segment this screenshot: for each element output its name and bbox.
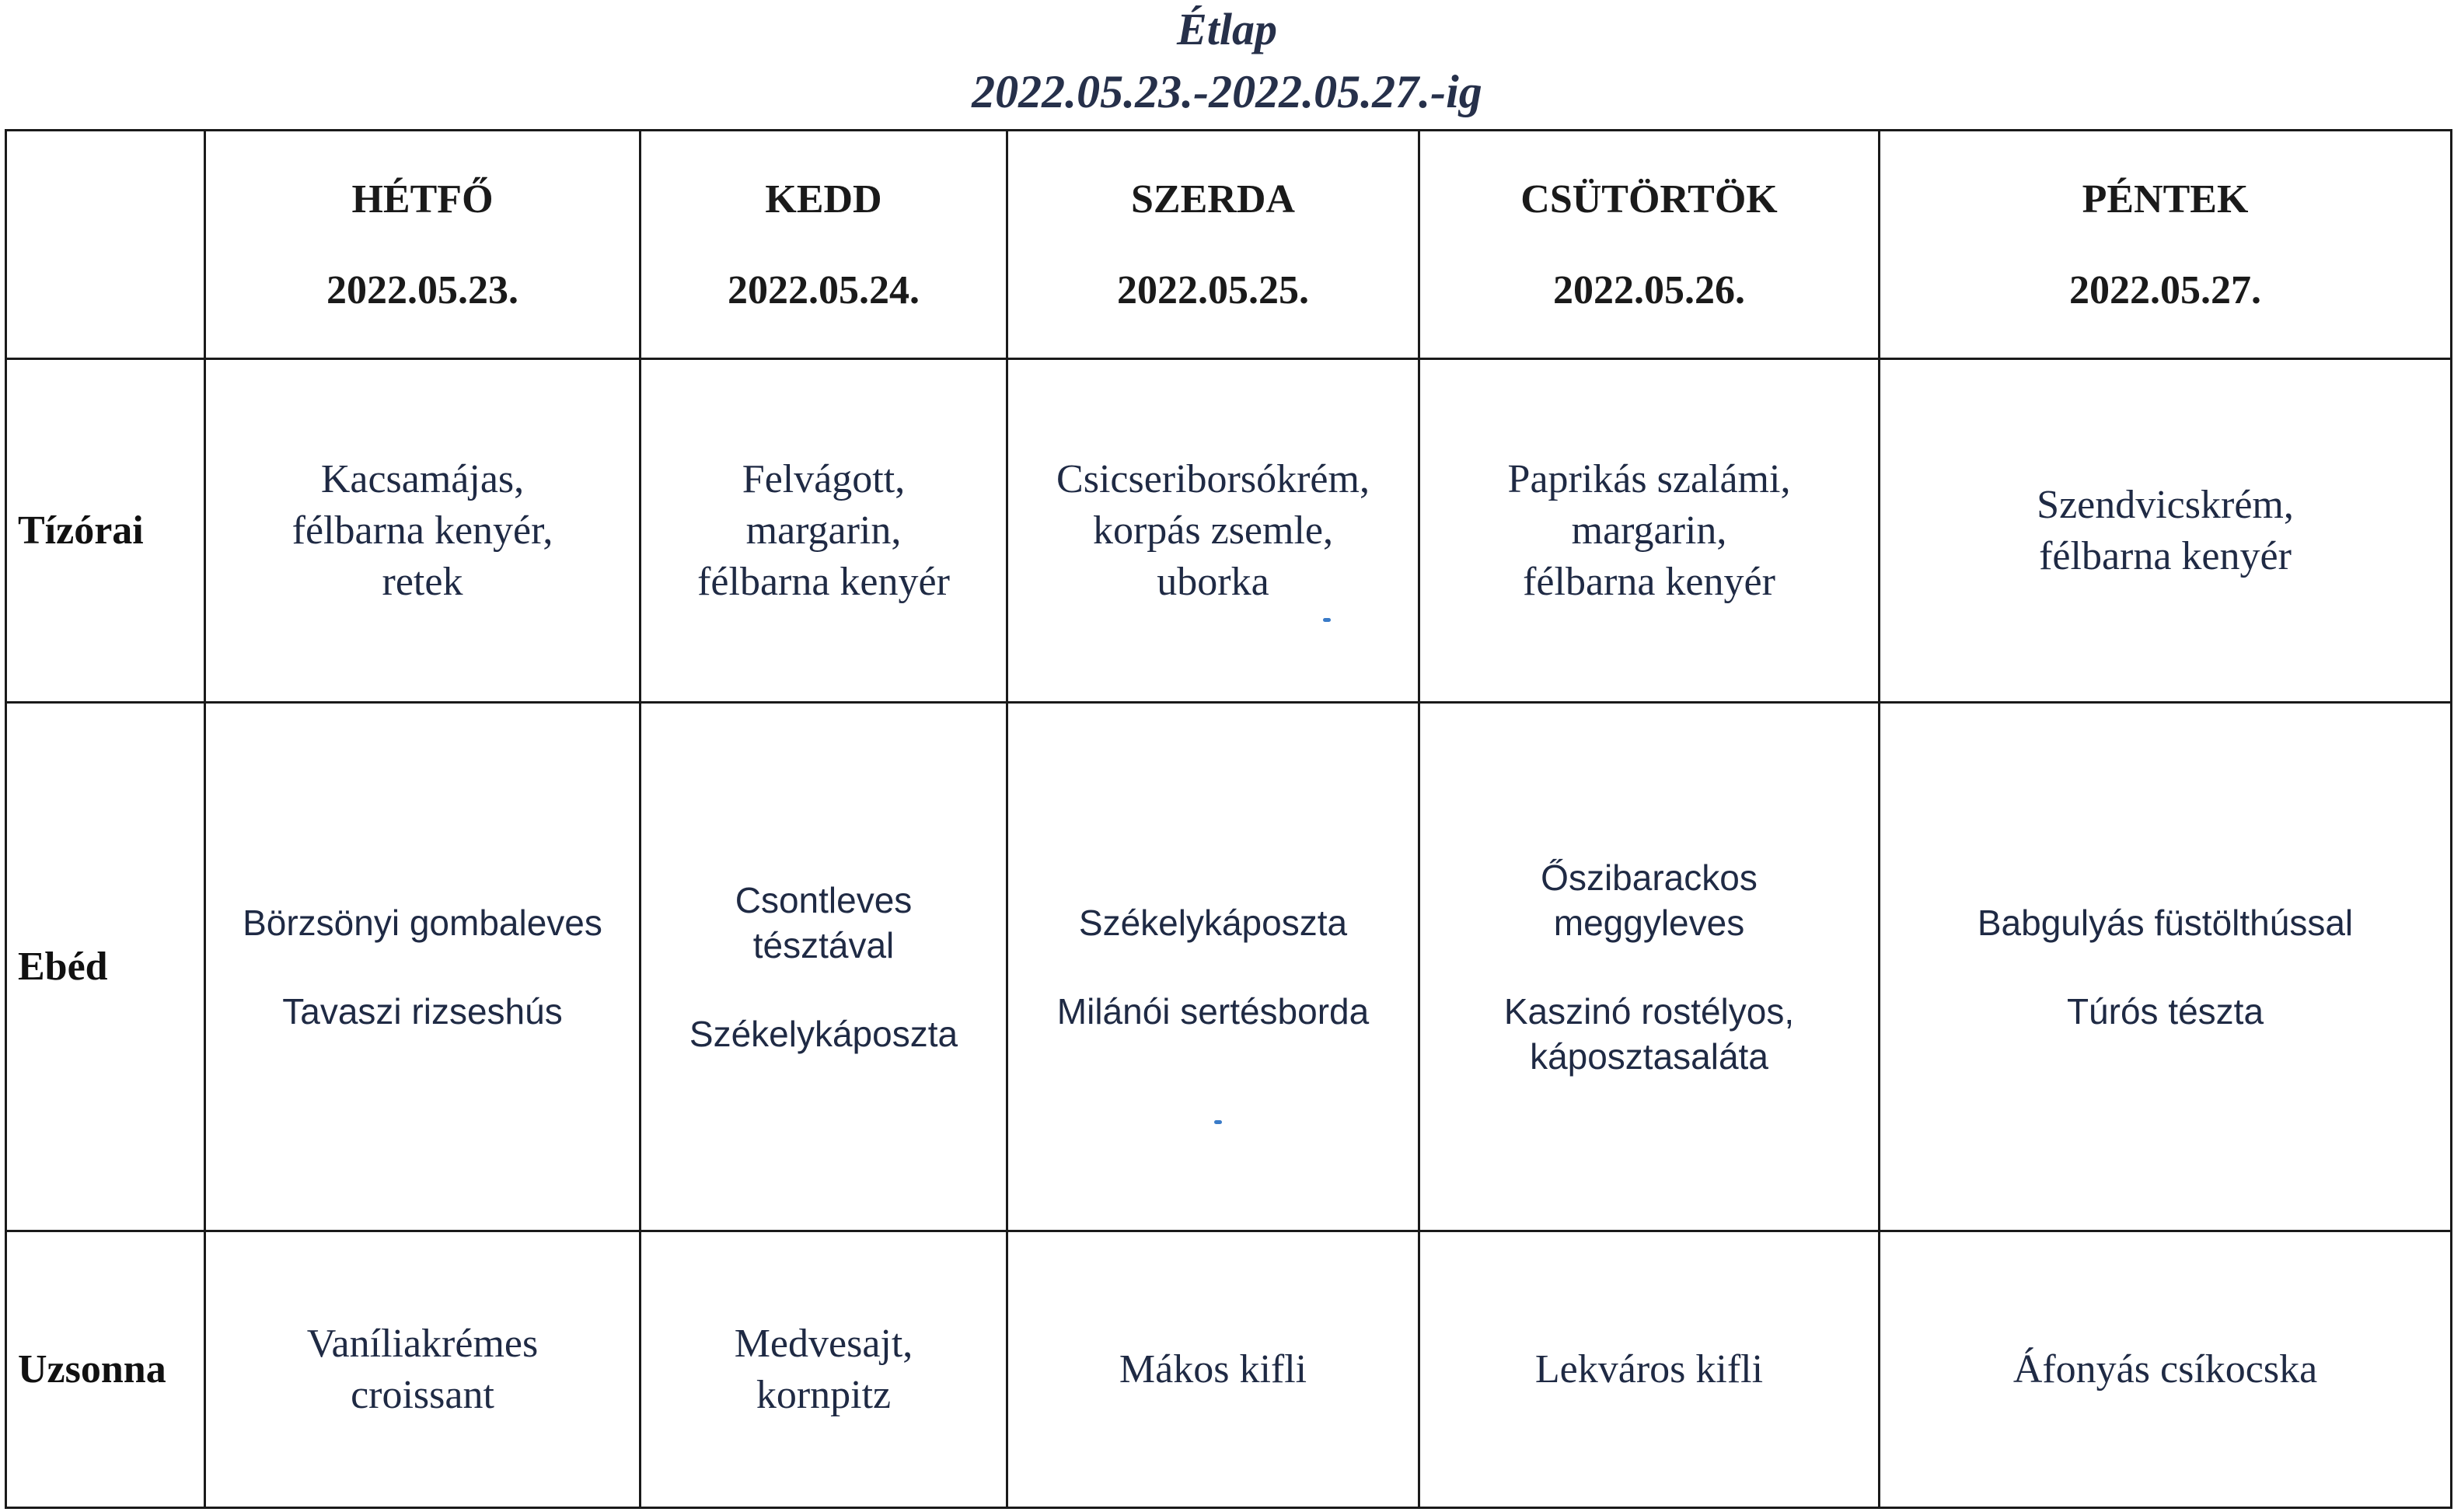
menu-line: Vaníliakrémes — [306, 1321, 539, 1366]
day-name: PÉNTEK — [2082, 176, 2249, 222]
main-course-line: káposztasaláta — [1530, 1035, 1768, 1077]
menu-line: Mákos kifli — [1119, 1346, 1307, 1392]
ebed-cell-monday — [205, 703, 641, 1231]
uzsonna-cell-friday — [1880, 1231, 2452, 1508]
scan-ink-speck — [1323, 618, 1331, 622]
scan-ink-speck — [1214, 1120, 1222, 1124]
main-course-line: Túrós tészta — [2066, 990, 2264, 1032]
menu-line: Medvesajt, — [734, 1321, 913, 1366]
soup-line: Csontleves — [735, 879, 913, 920]
day-header-wednesday — [1007, 131, 1419, 359]
tizorai-row — [6, 359, 2452, 703]
main-course-line: Székelykáposzta — [689, 1013, 958, 1054]
ebed-cell-friday — [1880, 703, 2452, 1231]
soup-line: Őszibarackos — [1541, 857, 1758, 898]
soup-line: Székelykáposzta — [1078, 902, 1348, 943]
tizorai-cell-monday — [205, 359, 641, 703]
day-date: 2022.05.25. — [1117, 267, 1309, 313]
menu-line: félbarna kenyér — [697, 559, 950, 604]
main-course-line: Milánói sertésborda — [1056, 990, 1370, 1032]
uzsonna-cell-wednesday — [1007, 1231, 1419, 1508]
corner-cell — [6, 131, 205, 359]
day-date: 2022.05.24. — [728, 267, 920, 313]
uzsonna-cell-thursday — [1419, 1231, 1880, 1508]
tizorai-cell-wednesday — [1007, 359, 1419, 703]
menu-date-range: 2022.05.23.-2022.05.27.-ig — [972, 66, 1482, 117]
uzsonna-row — [6, 1231, 2452, 1508]
menu-line: Szendvicskrém, — [2037, 482, 2294, 527]
weekly-menu-table — [5, 129, 2452, 1509]
soup-line: Börzsönyi gombaleves — [243, 902, 602, 943]
menu-line: Lekváros kifli — [1534, 1346, 1764, 1392]
menu-line: Paprikás szalámi, — [1507, 456, 1791, 501]
soup-line: meggyleves — [1553, 902, 1745, 943]
menu-line: croissant — [351, 1372, 494, 1417]
day-date: 2022.05.27. — [2069, 267, 2261, 313]
day-date: 2022.05.26. — [1553, 267, 1745, 313]
ebed-row — [6, 703, 2452, 1231]
tizorai-cell-tuesday — [641, 359, 1007, 703]
day-name: CSÜTÖRTÖK — [1520, 176, 1778, 222]
menu-line: félbarna kenyér, — [291, 508, 553, 553]
tizorai-cell-thursday — [1419, 359, 1880, 703]
header-row — [6, 131, 2452, 359]
menu-line: kornpitz — [756, 1372, 892, 1417]
main-course-line: Kaszinó rostélyos, — [1503, 990, 1795, 1032]
row-label-tizorai: Tízórai — [6, 359, 205, 703]
soup-line: Babgulyás füstölthússal — [1977, 902, 2354, 943]
ebed-cell-thursday — [1419, 703, 1880, 1231]
row-label-ebed: Ebéd — [6, 703, 205, 1231]
day-name: HÉTFŐ — [351, 176, 494, 222]
ebed-cell-tuesday — [641, 703, 1007, 1231]
menu-line: Áfonyás csíkocska — [2012, 1346, 2318, 1392]
menu-title: Étlap — [1177, 4, 1277, 54]
main-course-line: Tavaszi rizseshús — [282, 990, 563, 1032]
uzsonna-cell-monday — [205, 1231, 641, 1508]
menu-line: félbarna kenyér — [2039, 533, 2292, 578]
day-date: 2022.05.23. — [326, 267, 518, 313]
menu-line: margarin, — [745, 508, 902, 553]
uzsonna-cell-tuesday — [641, 1231, 1007, 1508]
menu-line: Felvágott, — [742, 456, 906, 501]
menu-line: félbarna kenyér — [1523, 559, 1775, 604]
day-header-tuesday — [641, 131, 1007, 359]
menu-line: Csicseriborsókrém, — [1056, 456, 1370, 501]
day-name: KEDD — [765, 176, 882, 222]
menu-line: uborka — [1157, 559, 1269, 604]
row-label-uzsonna: Uzsonna — [6, 1231, 205, 1508]
menu-line: retek — [382, 559, 463, 604]
day-header-thursday — [1419, 131, 1880, 359]
soup-line: tésztával — [752, 924, 895, 966]
day-name: SZERDA — [1131, 176, 1295, 222]
menu-line: margarin, — [1571, 508, 1727, 553]
menu-line: korpás zsemle, — [1092, 508, 1333, 553]
day-header-friday — [1880, 131, 2452, 359]
ebed-cell-wednesday — [1007, 703, 1419, 1231]
day-header-monday — [205, 131, 641, 359]
menu-line: Kacsamájas, — [320, 456, 525, 501]
tizorai-cell-friday — [1880, 359, 2452, 703]
